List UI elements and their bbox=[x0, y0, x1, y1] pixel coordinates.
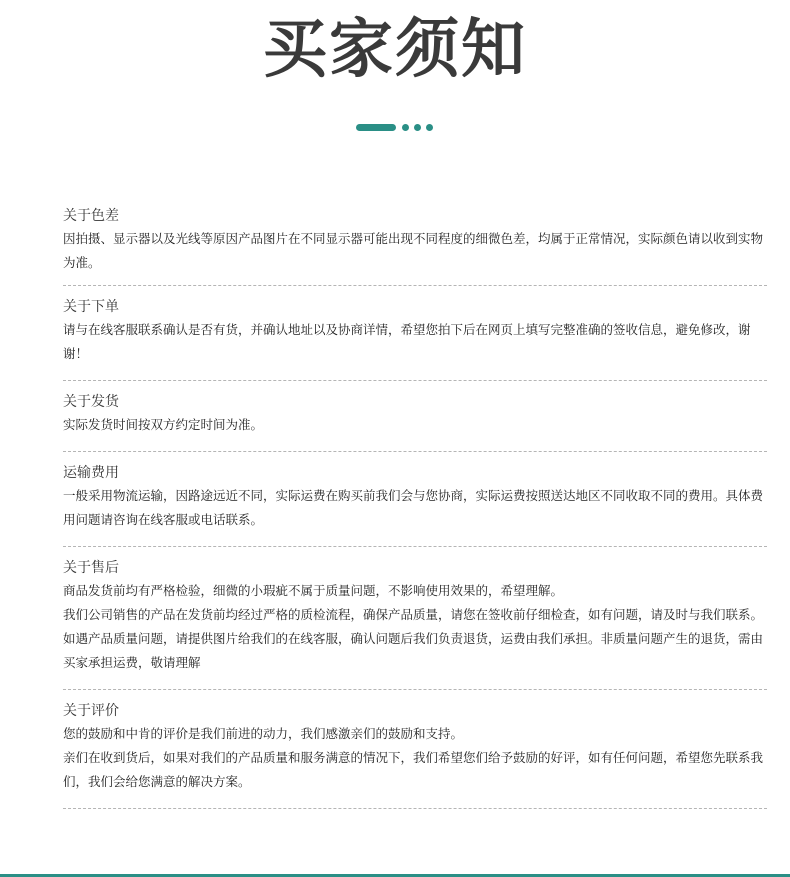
section-paragraph: 我们公司销售的产品在发货前均经过严格的质检流程，确保产品质量，请您在签收前仔细检查，如有问题，请及时与我们联系。 bbox=[63, 607, 764, 622]
section-after-sales bbox=[63, 547, 767, 690]
ornament-bar bbox=[356, 124, 396, 131]
section-paragraph: 实际发货时间按双方约定时间为准。 bbox=[63, 417, 264, 432]
title-ornament bbox=[356, 123, 433, 131]
section-paragraph: 一般采用物流运输，因路途远近不同，实际运费在购买前我们会与您协商，实际运费按照送达地区不同收取不同的费用。具体费用问题请咨询在线客服或电话联系。 bbox=[63, 488, 764, 527]
section-ordering bbox=[63, 286, 767, 381]
ornament-dot bbox=[402, 124, 409, 131]
page-title: 买家须知 bbox=[263, 13, 527, 87]
section-color-difference bbox=[63, 205, 767, 286]
section-title: 运输费用 bbox=[63, 465, 119, 481]
section-paragraph: 请与在线客服联系确认是否有货，并确认地址以及协商详情，希望您拍下后在网页上填写完整准确的签收信息，避免修改，谢谢！ bbox=[63, 322, 751, 361]
section-paragraph: 亲们在收到货后，如果对我们的产品质量和服务满意的情况下，我们希望您们给予鼓励的好评，如有任何问题，希望您先联系我们，我们会给您满意的解决方案。 bbox=[63, 750, 764, 789]
ornament-dot bbox=[414, 124, 421, 131]
section-paragraph: 因拍摄、显示器以及光线等原因产品图片在不同显示器可能出现不同程度的细微色差，均属于正常情况，实际颜色请以收到实物为准。 bbox=[63, 231, 764, 270]
ornament-dot bbox=[426, 124, 433, 131]
section-paragraph: 如遇产品质量问题，请提供图片给我们的在线客服，确认问题后我们负责退货，运费由我们承担。非质量问题产生的退货，需由买家承担运费，敬请理解 bbox=[63, 631, 764, 670]
section-title: 关于色差 bbox=[63, 208, 119, 224]
section-title: 关于售后 bbox=[63, 560, 119, 576]
section-reviews bbox=[63, 690, 767, 809]
section-paragraph: 商品发货前均有严格检验，细微的小瑕疵不属于质量问题，不影响使用效果的，希望理解。 bbox=[63, 583, 564, 598]
section-freight bbox=[63, 452, 767, 547]
section-title: 关于发货 bbox=[63, 394, 119, 410]
section-title: 关于评价 bbox=[63, 703, 119, 719]
notice-content bbox=[63, 205, 767, 809]
section-shipping bbox=[63, 381, 767, 452]
section-paragraph: 您的鼓励和中肯的评价是我们前进的动力，我们感激亲们的鼓励和支持。 bbox=[63, 726, 464, 741]
section-title: 关于下单 bbox=[63, 299, 119, 315]
